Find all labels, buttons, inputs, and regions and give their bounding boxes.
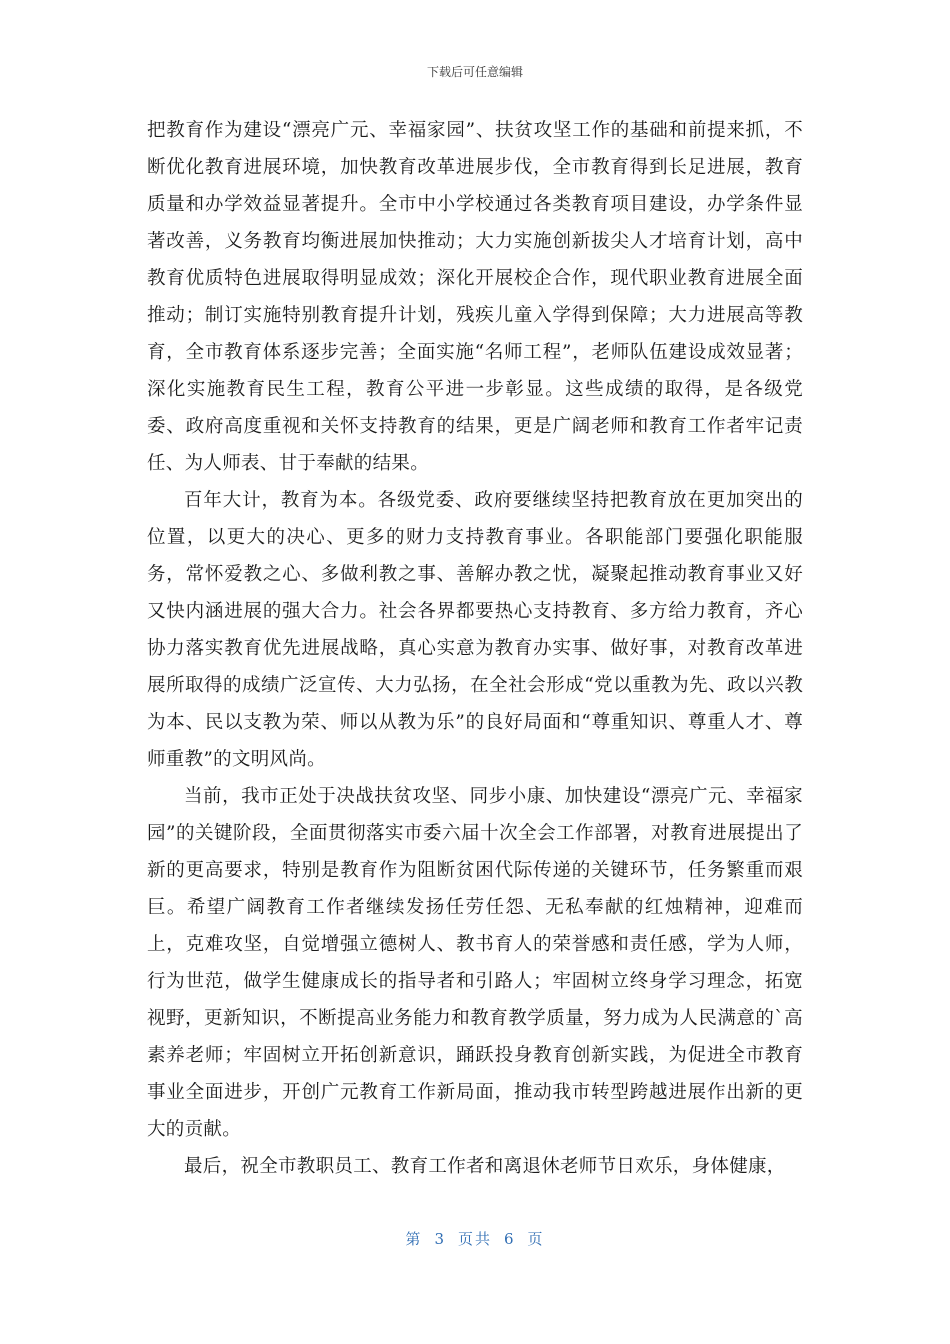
total-page-number: 6 [504,1230,516,1248]
page-footer [0,1229,950,1249]
paragraph-4: 最后，祝全市教职员工、教育工作者和离退休老师节日欢乐，身体健康， [184,1156,786,1177]
footer-suffix: 页 [527,1230,545,1248]
page-header [0,64,950,80]
footer-middle: 页共 [457,1230,492,1248]
paragraph-1: 把教育作为建设“漂亮广元、幸福家园”、扶贫攻坚工作的基础和前提来抓，不断优化教育进展环境，加快教育改革进展步伐，全市教育得到长足进展，教育质量和办学效益显著提升。全市中小学校通过各类教育项目建设，办学条件显著改善，义务教育均衡进展加快推动；大力实施创新拔尖人才培育计划，高中教育优质特色进展取得明显成效；深化开展校企合作，现代职业教育进展全面推动；制订实施特别教育提升计划，残疾儿童入学得到保障；大力进展高等教育，全市教育体系逐步完善；全面实施“名师工程”，老师队伍建设成效显著；深化实施教育民生工程，教育公平进一步彰显。这些成绩的取得，是各级党委、政府高度重视和关怀支持教育的结果，更是广阔老师和教育工作者牢记责任、为人师表、甘于奉献的结果。 [147,120,803,474]
document-body [147,112,803,1185]
paragraph-3: 当前，我市正处于决战扶贫攻坚、同步小康、加快建设“漂亮广元、幸福家园”的关键阶段，全面贯彻落实市委六届十次全会工作部署，对教育进展提出了新的更高要求，特别是教育作为阻断贫困代际传递的关键环节，任务繁重而艰巨。希望广阔教育工作者继续发扬任劳任怨、无私奉献的红烛精神，迎难而上，克难攻坚，自觉增强立德树人、教书育人的荣誉感和责任感，学为人师，行为世范，做学生健康成长的指导者和引路人；牢固树立终身学习理念，拓宽视野，更新知识，不断提高业务能力和教育教学质量，努力成为人民满意的`高素养老师；牢固树立开拓创新意识，踊跃投身教育创新实践，为促进全市教育事业全面进步，开创广元教育工作新局面，推动我市转型跨越进展作出新的更大的贡献。 [147,786,803,1140]
current-page-number: 3 [434,1230,446,1248]
header-text: 下载后可任意编辑 [426,65,523,79]
footer-prefix: 第 [405,1230,423,1248]
paragraph-2: 百年大计，教育为本。各级党委、政府要继续坚持把教育放在更加突出的位置，以更大的决心、更多的财力支持教育事业。各职能部门要强化职能服务，常怀爱教之心、多做利教之事、善解办教之忧，凝聚起推动教育事业又好又快内涵进展的强大合力。社会各界都要热心支持教育、多方给力教育，齐心协力落实教育优先进展战略，真心实意为教育办实事、做好事，对教育改革进展所取得的成绩广泛宣传、大力弘扬，在全社会形成“党以重教为先、政以兴教为本、民以支教为荣、师以从教为乐”的良好局面和“尊重知识、尊重人才、尊师重教”的文明风尚。 [147,490,803,770]
